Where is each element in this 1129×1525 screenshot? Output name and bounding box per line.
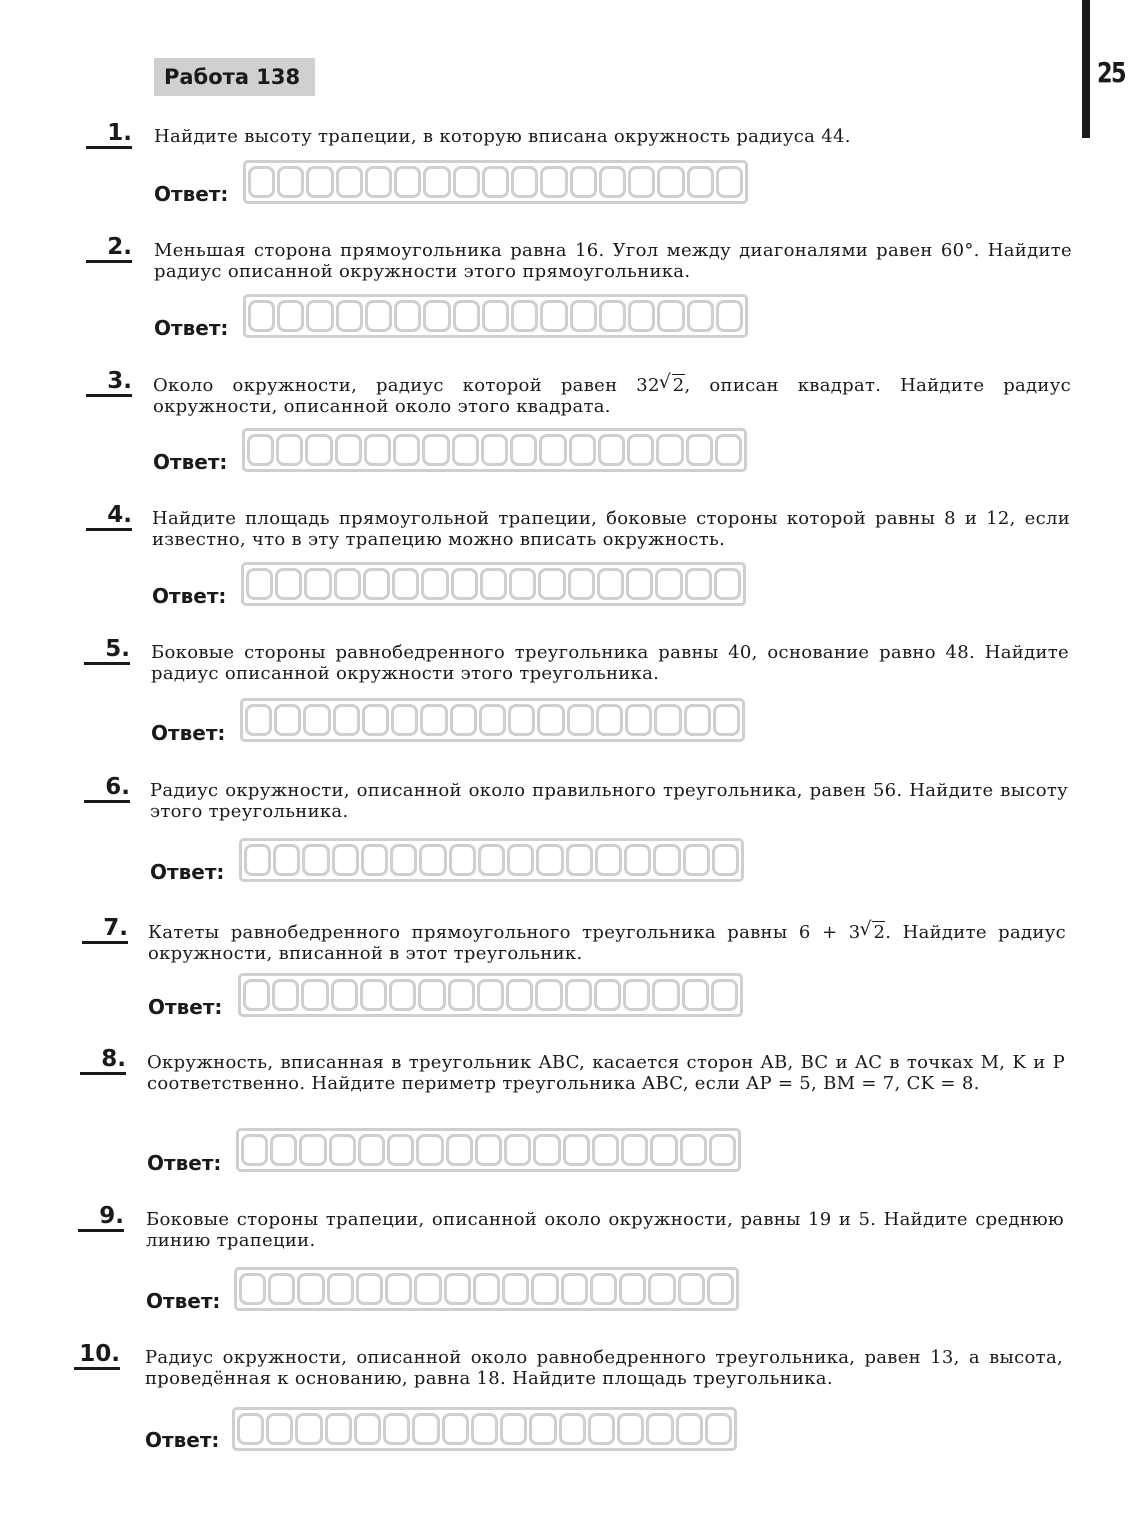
answer-cell[interactable]: [452, 434, 479, 466]
answer-cell[interactable]: [511, 300, 538, 332]
answer-cell[interactable]: [621, 1134, 648, 1166]
answer-label: Ответ:: [147, 1151, 222, 1175]
answer-cell[interactable]: [421, 568, 448, 600]
answer-cell[interactable]: [361, 844, 388, 876]
answer-cell[interactable]: [683, 844, 710, 876]
answer-cell[interactable]: [422, 434, 449, 466]
answer-cell[interactable]: [325, 1413, 352, 1445]
answer-cell[interactable]: [507, 844, 534, 876]
answer-label: Ответ:: [154, 316, 229, 340]
answer-cell[interactable]: [304, 568, 331, 600]
answer-cell[interactable]: [394, 300, 421, 332]
answer-cell[interactable]: [627, 434, 654, 466]
answer-cell[interactable]: [444, 1273, 471, 1305]
task-4: [0, 504, 1129, 638]
answer-field[interactable]: [238, 973, 743, 1017]
answer-cell[interactable]: [336, 166, 363, 198]
answer-cell[interactable]: [453, 166, 480, 198]
answer-cell[interactable]: [327, 1273, 354, 1305]
answer-cell[interactable]: [540, 166, 567, 198]
answer-cell[interactable]: [511, 166, 538, 198]
answer-cell[interactable]: [329, 1134, 356, 1166]
text-before-root: Около окружности, радиус которой равен 32: [153, 375, 660, 396]
answer-cell[interactable]: [247, 434, 274, 466]
answer-cell[interactable]: [364, 434, 391, 466]
task-number: 2.: [86, 236, 132, 263]
answer-cell[interactable]: [245, 704, 272, 736]
answer-cell[interactable]: [277, 166, 304, 198]
answer-field[interactable]: [234, 1267, 739, 1311]
answer-cell[interactable]: [714, 568, 741, 600]
answer-cell[interactable]: [268, 1273, 295, 1305]
answer-cell[interactable]: [442, 1413, 469, 1445]
answer-label: Ответ:: [154, 182, 229, 206]
answer-cell[interactable]: [246, 568, 273, 600]
answer-cell[interactable]: [306, 166, 333, 198]
answer-cell[interactable]: [248, 166, 275, 198]
answer-cell[interactable]: [537, 704, 564, 736]
answer-cell[interactable]: [390, 844, 417, 876]
answer-cell[interactable]: [277, 300, 304, 332]
answer-cell[interactable]: [356, 1273, 383, 1305]
answer-cell[interactable]: [449, 844, 476, 876]
answer-cell[interactable]: [354, 1413, 381, 1445]
answer-cell[interactable]: [306, 300, 333, 332]
answer-cell[interactable]: [508, 704, 535, 736]
answer-cell[interactable]: [628, 166, 655, 198]
answer-cell[interactable]: [533, 1134, 560, 1166]
answer-cell[interactable]: [510, 434, 537, 466]
answer-cell[interactable]: [590, 1273, 617, 1305]
answer-cell[interactable]: [655, 568, 682, 600]
answer-label: Ответ:: [148, 995, 223, 1019]
answer-cell[interactable]: [295, 1413, 322, 1445]
task-text: Боковые стороны равнобедренного треугольника равны 40, основание равно 48. Найдите радиус описанной окружности этого треугольника.: [151, 642, 1069, 684]
answer-field[interactable]: [241, 562, 746, 606]
answer-cell[interactable]: [506, 979, 533, 1011]
task-text: [153, 374, 1071, 417]
answer-cell[interactable]: [567, 704, 594, 736]
answer-field[interactable]: [242, 428, 747, 472]
task-number: 10.: [74, 1343, 120, 1370]
answer-cell[interactable]: [685, 568, 712, 600]
answer-cell[interactable]: [648, 1273, 675, 1305]
task-text: Боковые стороны трапеции, описанной около окружности, равны 19 и 5. Найдите среднюю линию трапеции.: [146, 1209, 1064, 1251]
answer-cell[interactable]: [453, 300, 480, 332]
answer-cell[interactable]: [419, 844, 446, 876]
answer-cell[interactable]: [705, 1413, 732, 1445]
answer-cell[interactable]: [597, 568, 624, 600]
answer-cell[interactable]: [270, 1134, 297, 1166]
answer-cell[interactable]: [301, 979, 328, 1011]
task-number: 7.: [82, 917, 128, 944]
answer-cell[interactable]: [243, 979, 270, 1011]
answer-cell[interactable]: [646, 1413, 673, 1445]
answer-cell[interactable]: [687, 166, 714, 198]
answer-label: Ответ:: [153, 450, 228, 474]
text-after-root: . Найдите радиус окружности, вписанной в этот треугольник.: [148, 922, 1066, 964]
answer-cell[interactable]: [477, 979, 504, 1011]
answer-label: Ответ:: [145, 1428, 220, 1452]
answer-cell[interactable]: [598, 434, 625, 466]
answer-cell[interactable]: [652, 979, 679, 1011]
answer-cell[interactable]: [715, 434, 742, 466]
answer-cell[interactable]: [509, 568, 536, 600]
answer-cell[interactable]: [335, 434, 362, 466]
task-text: Окружность, вписанная в треугольник ABC, касается сторон AB, BC и AC в точках M, K и P соответственно. Найдите периметр треугольника ABC, если AP = 5, BM = 7, CK = 8.: [147, 1052, 1065, 1094]
answer-cell[interactable]: [561, 1273, 588, 1305]
answer-cell[interactable]: [504, 1134, 531, 1166]
answer-cell[interactable]: [599, 166, 626, 198]
answer-cell[interactable]: [682, 979, 709, 1011]
answer-cell[interactable]: [684, 704, 711, 736]
answer-cell[interactable]: [599, 300, 626, 332]
answer-cell[interactable]: [619, 1273, 646, 1305]
answer-cell[interactable]: [420, 704, 447, 736]
answer-cell[interactable]: [297, 1273, 324, 1305]
answer-cell[interactable]: [394, 166, 421, 198]
task-text: [148, 921, 1066, 964]
task-5: [0, 638, 1129, 772]
answer-cell[interactable]: [657, 166, 684, 198]
page-edge-bar: [1082, 0, 1090, 138]
text-before-root: Катеты равнобедренного прямоугольного треугольника равны 6 + 3: [148, 922, 861, 943]
answer-field[interactable]: [236, 1128, 741, 1172]
answer-cell[interactable]: [336, 300, 363, 332]
answer-cell[interactable]: [248, 300, 275, 332]
answer-cell[interactable]: [302, 844, 329, 876]
answer-cell[interactable]: [536, 844, 563, 876]
answer-cell[interactable]: [482, 166, 509, 198]
answer-cell[interactable]: [588, 1413, 615, 1445]
answer-cell[interactable]: [334, 568, 361, 600]
task-7: [0, 917, 1129, 1051]
answer-cell[interactable]: [711, 979, 738, 1011]
answer-cell[interactable]: [275, 568, 302, 600]
task-number: 5.: [84, 638, 130, 665]
answer-cell[interactable]: [538, 568, 565, 600]
answer-cell[interactable]: [654, 704, 681, 736]
answer-cell[interactable]: [414, 1273, 441, 1305]
task-number: 4.: [86, 504, 132, 531]
answer-cell[interactable]: [626, 568, 653, 600]
answer-cell[interactable]: [566, 844, 593, 876]
answer-cell[interactable]: [559, 1413, 586, 1445]
answer-cell[interactable]: [570, 166, 597, 198]
answer-field[interactable]: [239, 838, 744, 882]
answer-cell[interactable]: [569, 434, 596, 466]
answer-cell[interactable]: [653, 844, 680, 876]
task-text: Меньшая сторона прямоугольника равна 16. Угол между диагоналями равен 60°. Найдите радиус описанной окружности этого прямоугольника.: [154, 240, 1072, 282]
task-number: 9.: [78, 1205, 124, 1232]
answer-cell[interactable]: [481, 434, 508, 466]
answer-cell[interactable]: [482, 300, 509, 332]
answer-cell[interactable]: [333, 704, 360, 736]
answer-cell[interactable]: [362, 704, 389, 736]
square-root: √ 2: [672, 374, 685, 396]
answer-cell[interactable]: [676, 1413, 703, 1445]
answer-cell[interactable]: [594, 979, 621, 1011]
answer-cell[interactable]: [331, 979, 358, 1011]
answer-cell[interactable]: [332, 844, 359, 876]
answer-cell[interactable]: [299, 1134, 326, 1166]
answer-cell[interactable]: [276, 434, 303, 466]
answer-cell[interactable]: [389, 979, 416, 1011]
task-8: [0, 1048, 1129, 1182]
answer-cell[interactable]: [363, 568, 390, 600]
answer-cell[interactable]: [272, 979, 299, 1011]
task-number: 3.: [86, 370, 132, 397]
answer-cell[interactable]: [305, 434, 332, 466]
task-text: Найдите площадь прямоугольной трапеции, боковые стороны которой равны 8 и 12, если известно, что в эту трапецию можно вписать окружность.: [152, 508, 1070, 550]
answer-cell[interactable]: [680, 1134, 707, 1166]
answer-cell[interactable]: [596, 704, 623, 736]
task-number: 6.: [84, 776, 130, 803]
answer-cell[interactable]: [303, 704, 330, 736]
answer-cell[interactable]: [529, 1413, 556, 1445]
answer-field[interactable]: [243, 160, 748, 204]
answer-cell[interactable]: [687, 300, 714, 332]
answer-cell[interactable]: [656, 434, 683, 466]
answer-cell[interactable]: [451, 568, 478, 600]
answer-cell[interactable]: [716, 300, 743, 332]
answer-cell[interactable]: [686, 434, 713, 466]
answer-cell[interactable]: [478, 844, 505, 876]
answer-cell[interactable]: [423, 166, 450, 198]
answer-cell[interactable]: [628, 300, 655, 332]
task-text: Найдите высоту трапеции, в которую вписана окружность радиуса 44.: [154, 126, 851, 147]
task-number: 8.: [80, 1048, 126, 1075]
answer-cell[interactable]: [479, 704, 506, 736]
answer-cell[interactable]: [707, 1273, 734, 1305]
answer-cell[interactable]: [358, 1134, 385, 1166]
answer-cell[interactable]: [471, 1413, 498, 1445]
text-after-root: , описан квадрат. Найдите радиус окружности, описанной около этого квадрата.: [153, 375, 1071, 417]
answer-cell[interactable]: [712, 844, 739, 876]
answer-cell[interactable]: [266, 1413, 293, 1445]
answer-cell[interactable]: [391, 704, 418, 736]
answer-label: Ответ:: [150, 860, 225, 884]
answer-cell[interactable]: [650, 1134, 677, 1166]
answer-cell[interactable]: [473, 1273, 500, 1305]
answer-cell[interactable]: [450, 704, 477, 736]
answer-field[interactable]: [240, 698, 745, 742]
task-2: [0, 236, 1129, 370]
answer-cell[interactable]: [446, 1134, 473, 1166]
answer-cell[interactable]: [365, 300, 392, 332]
answer-cell[interactable]: [595, 844, 622, 876]
answer-cell[interactable]: [244, 844, 271, 876]
answer-cell[interactable]: [237, 1413, 264, 1445]
task-number: 1.: [86, 122, 132, 149]
page-title: Работа 138: [154, 58, 315, 96]
answer-cell[interactable]: [709, 1134, 736, 1166]
answer-cell[interactable]: [531, 1273, 558, 1305]
answer-cell[interactable]: [365, 166, 392, 198]
answer-cell[interactable]: [657, 300, 684, 332]
answer-label: Ответ:: [146, 1289, 221, 1313]
answer-cell[interactable]: [418, 979, 445, 1011]
answer-cell[interactable]: [540, 300, 567, 332]
answer-field[interactable]: [243, 294, 748, 338]
answer-cell[interactable]: [539, 434, 566, 466]
answer-cell[interactable]: [678, 1273, 705, 1305]
answer-cell[interactable]: [500, 1413, 527, 1445]
answer-field[interactable]: [232, 1407, 737, 1451]
answer-cell[interactable]: [273, 844, 300, 876]
answer-cell[interactable]: [393, 434, 420, 466]
answer-cell[interactable]: [623, 979, 650, 1011]
task-10: [0, 1343, 1129, 1477]
answer-cell[interactable]: [274, 704, 301, 736]
answer-cell[interactable]: [448, 979, 475, 1011]
square-root: √ 2: [872, 921, 885, 943]
answer-cell[interactable]: [592, 1134, 619, 1166]
answer-cell[interactable]: [617, 1413, 644, 1445]
task-6: [0, 776, 1129, 910]
answer-cell[interactable]: [360, 979, 387, 1011]
answer-label: Ответ:: [152, 584, 227, 608]
answer-cell[interactable]: [383, 1413, 410, 1445]
answer-label: Ответ:: [151, 721, 226, 745]
answer-cell[interactable]: [480, 568, 507, 600]
answer-cell[interactable]: [412, 1413, 439, 1445]
answer-cell[interactable]: [241, 1134, 268, 1166]
answer-cell[interactable]: [713, 704, 740, 736]
answer-cell[interactable]: [423, 300, 450, 332]
task-text: Радиус окружности, описанной около правильного треугольника, равен 56. Найдите высоту этого треугольника.: [150, 780, 1068, 822]
answer-cell[interactable]: [716, 166, 743, 198]
answer-cell[interactable]: [502, 1273, 529, 1305]
answer-cell[interactable]: [625, 704, 652, 736]
answer-cell[interactable]: [239, 1273, 266, 1305]
answer-cell[interactable]: [570, 300, 597, 332]
answer-cell[interactable]: [624, 844, 651, 876]
answer-cell[interactable]: [392, 568, 419, 600]
task-3: [0, 370, 1129, 504]
answer-cell[interactable]: [385, 1273, 412, 1305]
answer-cell[interactable]: [416, 1134, 443, 1166]
answer-cell[interactable]: [563, 1134, 590, 1166]
answer-cell[interactable]: [535, 979, 562, 1011]
task-text: Радиус окружности, описанной около равнобедренного треугольника, равен 13, а высота, проведённая к основанию, равна 18. Найдите площадь треугольника.: [145, 1347, 1063, 1389]
answer-cell[interactable]: [568, 568, 595, 600]
answer-cell[interactable]: [387, 1134, 414, 1166]
page-number: 25: [1097, 56, 1125, 89]
answer-cell[interactable]: [565, 979, 592, 1011]
task-9: [0, 1205, 1129, 1339]
answer-cell[interactable]: [475, 1134, 502, 1166]
